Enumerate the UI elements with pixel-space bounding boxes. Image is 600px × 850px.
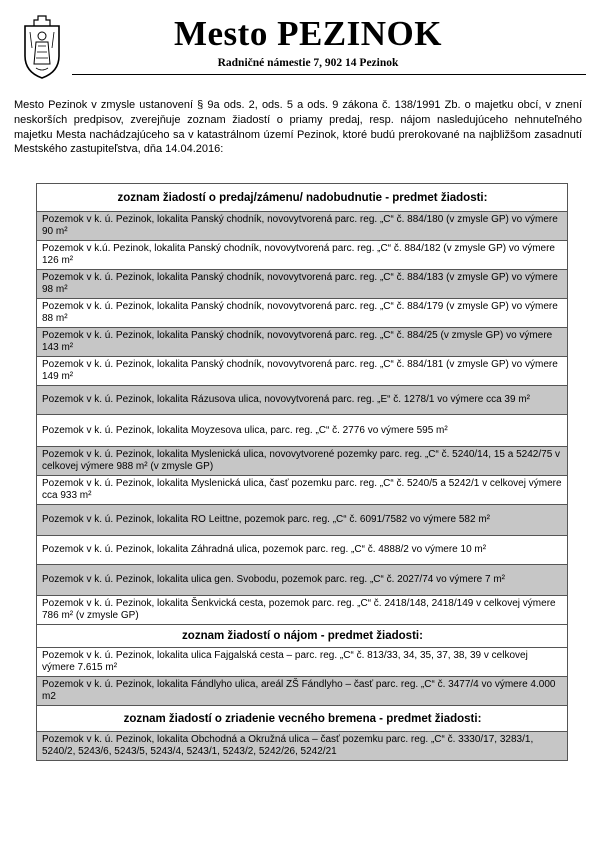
table-row: Pozemok v k. ú. Pezinok, lokalita Moyzesova ulica, parc. reg. „C“ č. 2776 vo výmere 595 m² bbox=[37, 415, 568, 447]
table-row: Pozemok v k. ú. Pezinok, lokalita Fándlyho ulica, areál ZŠ Fándlyho – časť parc. reg. „C“ č. 3477/4 vo výmere 4.000 m2 bbox=[37, 677, 568, 706]
table-row: Pozemok v k.ú. Pezinok, lokalita Panský chodník, novovytvorená parc. reg. „C“ č. 884/182 (v zmysle GP) vo výmere 126 m² bbox=[37, 241, 568, 270]
table-row: Pozemok v k. ú. Pezinok, lokalita RO Leittne, pozemok parc. reg. „C“ č. 6091/7582 vo výmere 582 m² bbox=[37, 505, 568, 536]
section-heading-lease: zoznam žiadostí o nájom - predmet žiadosti: bbox=[37, 625, 568, 648]
table-row: Pozemok v k. ú. Pezinok, lokalita Panský chodník, novovytvorená parc. reg. „C“ č. 884/179 (v zmysle GP) vo výmere 88 m² bbox=[37, 299, 568, 328]
requests-table bbox=[36, 183, 568, 761]
table-row: Pozemok v k. ú. Pezinok, lokalita Rázusova ulica, novovytvorená parc. reg. „E“ č. 1278/1 vo výmere cca 39 m² bbox=[37, 386, 568, 415]
section-heading-easement: zoznam žiadostí o zriadenie vecného bremena - predmet žiadosti: bbox=[37, 706, 568, 732]
table-row: Pozemok v k. ú. Pezinok, lokalita Panský chodník, novovytvorená parc. reg. „C“ č. 884/183 (v zmysle GP) vo výmere 98 m² bbox=[37, 270, 568, 299]
table-row: Pozemok v k. ú. Pezinok, lokalita Panský chodník, novovytvorená parc. reg. „C“ č. 884/25 (v zmysle GP) vo výmere 143 m² bbox=[37, 328, 568, 357]
table-row: Pozemok v k. ú. Pezinok, lokalita Záhradná ulica, pozemok parc. reg. „C“ č. 4888/2 vo výmere 10 m² bbox=[37, 536, 568, 565]
intro-paragraph: Mesto Pezinok v zmysle ustanovení § 9a ods. 2, ods. 5 a ods. 9 zákona č. 138/1991 Zb. o majetku obcí, v znení neskorších predpisov, zverejňuje zoznam žiadostí o priamy predaj, resp. nájom nasledujúceho nehnuteľného majetku Mesta nachádzajúceho sa v katastrálnom území Pezinok, ktoré budú prerokované na najbližšom zasadnutí Mestského zastupiteľstva, dňa 14.04.2016: bbox=[14, 99, 582, 156]
table-row: Pozemok v k. ú. Pezinok, lokalita Myslenická ulica, časť pozemku parc. reg. „C“ č. 5240/5 a 5242/1 v celkovej výmere cca 933 m² bbox=[37, 476, 568, 505]
table-row: Pozemok v k. ú. Pezinok, lokalita ulica gen. Svobodu, pozemok parc. reg. „C“ č. 2027/74 vo výmere 7 m² bbox=[37, 565, 568, 596]
table-row: Pozemok v k. ú. Pezinok, lokalita Panský chodník, novovytvorená parc. reg. „C“ č. 884/180 (v zmysle GP) vo výmere 90 m² bbox=[37, 212, 568, 241]
table-row: Pozemok v k. ú. Pezinok, lokalita Panský chodník, novovytvorená parc. reg. „C“ č. 884/181 (v zmysle GP) vo výmere 149 m² bbox=[37, 357, 568, 386]
header-divider bbox=[72, 74, 586, 75]
table-row: Pozemok v k. ú. Pezinok, lokalita ulica Fajgalská cesta – parc. reg. „C“ č. 813/33, 34, 35, 37, 38, 39 v celkovej výmere 7.615 m² bbox=[37, 648, 568, 677]
page-title: Mesto PEZINOK bbox=[173, 14, 442, 53]
section-heading-sale: zoznam žiadostí o predaj/zámenu/ nadobudnutie - predmet žiadosti: bbox=[37, 184, 568, 212]
table-row: Pozemok v k. ú. Pezinok, lokalita Obchodná a Okružná ulica – časť pozemku parc. reg. „C“ č. 3330/17, 3283/1, 5240/2, 5243/6, 5243/5, 5243/4, 5243/1, 5243/2, 5242/26, 5242/21 bbox=[37, 732, 568, 761]
address-line: Radničné námestie 7, 902 14 Pezinok bbox=[217, 57, 399, 69]
table-row: Pozemok v k. ú. Pezinok, lokalita Šenkvická cesta, pozemok parc. reg. „C“ č. 2418/148, 2418/149 v celkovej výmere 786 m² (v zmysle GP) bbox=[37, 596, 568, 625]
table-row: Pozemok v k. ú. Pezinok, lokalita Myslenická ulica, novovytvorené pozemky parc. reg. „C“ č. 5240/14, 15 a 5242/75 v celkovej výmere 988 m² (v zmysle GP) bbox=[37, 447, 568, 476]
